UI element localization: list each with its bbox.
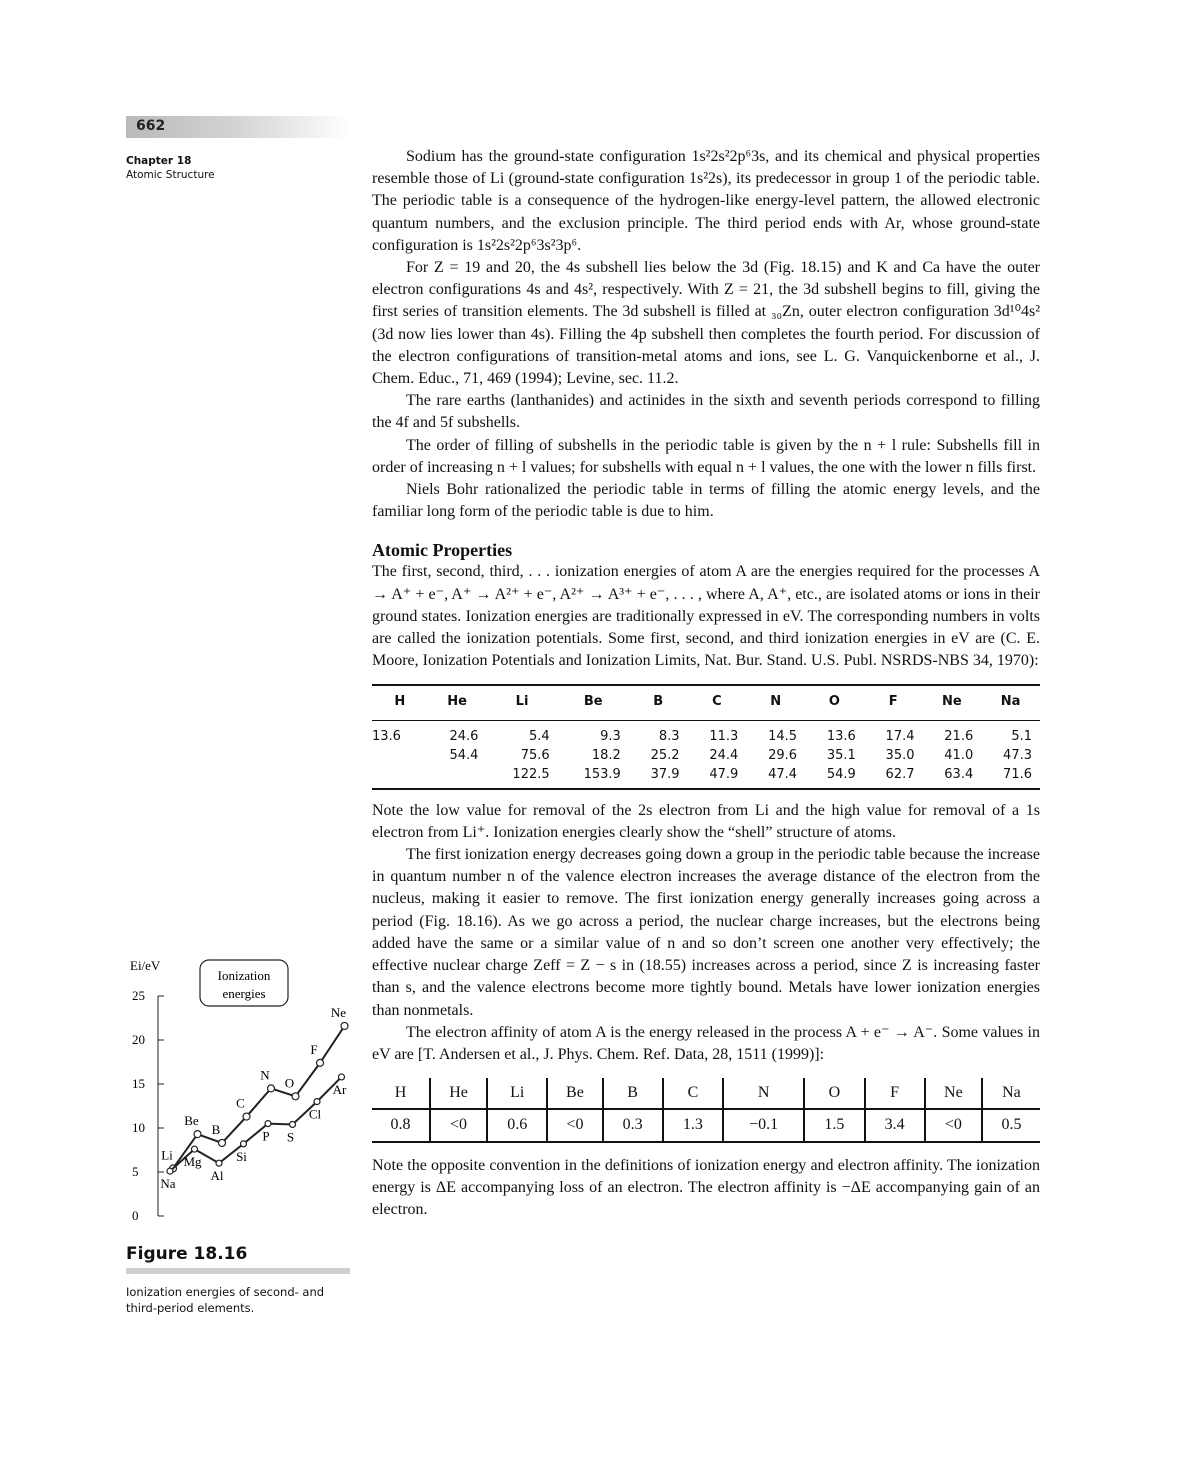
table-cell: 54.9 xyxy=(805,765,864,789)
chapter-sidebar xyxy=(126,154,215,182)
table-cell: 18.2 xyxy=(591,747,621,763)
table-cell: 5.4 xyxy=(528,728,550,744)
data-point xyxy=(243,1113,250,1120)
ion-header-f: F xyxy=(864,685,923,720)
table-cell: 8.3 xyxy=(658,728,680,744)
affinity-table-values xyxy=(372,1109,1040,1141)
table-cell: 14.5 xyxy=(768,728,798,744)
data-point xyxy=(317,1059,324,1066)
paragraph-10: Note the opposite convention in the definitions of ionization energy and electron affinity. The ionization energy is ΔE accompanying loss of an electron. The electron affinity is −ΔE accompanying gain of an electron. xyxy=(372,1156,1040,1218)
data-point xyxy=(290,1121,296,1127)
ea-header-c: C xyxy=(663,1078,723,1109)
data-point xyxy=(219,1139,226,1146)
table-cell: 153.9 xyxy=(558,765,629,789)
paragraph-8: The first ionization energy decreases going down a group in the periodic table because the increase in quantum number n of the valence electron increases the average distance of the electron from the nucleus, making it easier to remove. The first ionization energy generally increases going across a period (Fig. 18.16). As we go across a period, the nuclear charge increases, but the electrons being added have the same or a similar value of n and so don’t screen one another very effectively; the effective nuclear charge Zeff = Z − s in (18.55) increases across a period, since Z is increasing faster than s, and the valence electrons become more tightly bound. Metals have lower ionization energies than nonmetals. xyxy=(372,846,1040,1019)
ea-value: −0.1 xyxy=(723,1109,804,1141)
ea-value: 1.3 xyxy=(663,1109,723,1141)
section-heading: Atomic Properties xyxy=(372,540,513,561)
ea-value: <0 xyxy=(925,1109,982,1141)
point-label: Ar xyxy=(332,1081,347,1097)
table-cell: 37.9 xyxy=(629,765,688,789)
table-cell: 29.6 xyxy=(768,747,798,763)
point-label: Al xyxy=(210,1168,224,1184)
page-number-bar xyxy=(126,116,350,138)
table-cell: 21.6 xyxy=(944,728,974,744)
data-point xyxy=(216,1160,222,1166)
legend-line-1: Ionization xyxy=(217,968,271,983)
point-label: N xyxy=(260,1067,270,1083)
data-point xyxy=(292,1093,299,1100)
ea-header-ne: Ne xyxy=(925,1078,982,1109)
ea-header-li: Li xyxy=(487,1078,547,1109)
paragraph-9: The electron affinity of atom A is the energy released in the process A + e⁻ → A⁻. Some values in eV are [T. Andersen et al., J. Phys. Chem. Ref. Data, 28, 1511 (1999)]: xyxy=(372,1023,1040,1063)
point-label: Na xyxy=(160,1176,176,1192)
table-cell: 47.4 xyxy=(746,765,805,789)
y-tick-label: 15 xyxy=(132,1076,145,1091)
ea-value: <0 xyxy=(547,1109,602,1141)
paragraph-7: Note the low value for removal of the 2s electron from Li and the high value for removal of a 1s electron from Li⁺. Ionization energies clearly show the “shell” structure of atoms. xyxy=(372,801,1040,841)
ionization-energy-chart xyxy=(118,948,358,1238)
paragraph-4: The order of filling of subshells in the periodic table is given by the n + l rule: Subshells fill in order of increasing n + l values; for subshells with equal n + l values, the one with the lower n fills first. xyxy=(372,436,1040,476)
chart-legend-box xyxy=(200,960,288,1006)
data-point xyxy=(194,1131,201,1138)
table-cell: 24.6 xyxy=(449,728,479,744)
paragraph-2: For Z = 19 and 20, the 4s subshell lies below the 3d (Fig. 18.15) and K and Ca have the outer electron configurations 4s and 4s², respectively. With Z = 21, the 3d subshell begins to fill, giving the first series of transition elements. The 3d subshell is filled at ₃₀Zn, outer electron configuration 3d¹⁰4s² (3d now lies lower than 4s). Filling the 4p subshell then completes the fourth period. For discussion of the electron configurations of transition-metal atoms and ions, see L. G. Vanquickenborne et al., J. Chem. Educ., 71, 469 (1994); Levine, sec. 11.2. xyxy=(372,259,1040,388)
data-point xyxy=(241,1141,247,1147)
table-cell: 9.3 xyxy=(600,728,621,744)
point-label: S xyxy=(286,1129,295,1145)
ion-header-b: B xyxy=(629,685,688,720)
paragraph-6: The first, second, third, . . . ionization energies of atom A are the energies required for the processes A → A⁺ + e⁻, A⁺ → A²⁺ + e⁻, A²⁺ → A³⁺ + e⁻, . . . , where A, A⁺, etc., are isolated atoms or ions in their ground states. Ionization energies are traditionally expressed in eV. The corresponding numbers in volts are called the ionization potentials. Some first, second, and third ionization energies in eV are (C. E. Moore, Ionization Potentials and Ionization Limits, Nat. Bur. Stand. U.S. Publ. NSRDS-NBS 34, 1970): xyxy=(372,563,1040,670)
point-label: P xyxy=(262,1128,270,1144)
ea-header-h: H xyxy=(372,1078,430,1109)
paragraph-3: The rare earths (lanthanides) and actinides in the sixth and seventh periods correspond to filling the 4f and 5f subshells. xyxy=(372,392,1040,432)
table-cell: 47.3 xyxy=(1003,747,1032,763)
data-point xyxy=(339,1074,345,1080)
ionization-energy-table xyxy=(372,684,1040,789)
ion-header-ne: Ne xyxy=(923,685,982,720)
point-label: Mg xyxy=(183,1154,202,1170)
series-line xyxy=(173,1026,345,1169)
table-cell: 63.4 xyxy=(923,765,982,789)
table-cell xyxy=(372,765,428,789)
table-row xyxy=(372,746,1040,765)
data-point xyxy=(268,1085,275,1092)
table-cell: 41.0 xyxy=(944,747,974,763)
ion-header-c: C xyxy=(688,685,747,720)
ea-header-he: He xyxy=(430,1078,487,1109)
point-label: Li xyxy=(161,1147,173,1163)
y-tick-label: 0 xyxy=(132,1208,139,1223)
table-cell: 71.6 xyxy=(981,765,1040,789)
ionization-table-body xyxy=(372,720,1040,789)
data-point xyxy=(314,1099,320,1105)
y-tick-label: 25 xyxy=(132,988,145,1003)
ion-header-n: N xyxy=(746,685,805,720)
chart-ylabel: Ei/eV xyxy=(130,958,161,973)
table-cell: 35.0 xyxy=(885,747,915,763)
ea-value: 3.4 xyxy=(865,1109,925,1141)
ea-header-n: N xyxy=(723,1078,804,1109)
table-cell xyxy=(428,765,487,789)
paragraph-5: Niels Bohr rationalized the periodic table in terms of filling the atomic energy levels, and the familiar long form of the periodic table is due to him. xyxy=(372,481,1040,521)
point-label: Be xyxy=(184,1113,199,1129)
ea-value: 0.6 xyxy=(487,1109,547,1141)
table-row xyxy=(372,765,1040,789)
data-point xyxy=(167,1168,173,1174)
table-cell: 13.6 xyxy=(372,728,401,744)
ion-header-o: O xyxy=(805,685,864,720)
ion-header-he: He xyxy=(428,685,487,720)
data-point xyxy=(192,1146,198,1152)
chart-y-ticks xyxy=(132,988,164,1223)
ea-header-o: O xyxy=(804,1078,864,1109)
table-cell: 17.4 xyxy=(885,728,915,744)
ea-header-f: F xyxy=(865,1078,925,1109)
figure-label: Figure 18.16 xyxy=(126,1244,248,1264)
paragraph-1: Sodium has the ground-state configuration 1s²2s²2p⁶3s, and its chemical and physical properties resemble those of Li (ground-state configuration 1s²2s), its predecessor in group 1 of the periodic table. The periodic table is a consequence of the hydrogen-like energy-level pattern, the allowed electronic quantum numbers, and the exclusion principle. The third period ends with Ar, whose ground-state configuration is 1s²2s²2p⁶3s²3p⁶. xyxy=(372,148,1040,254)
chapter-label: Chapter 18 xyxy=(126,155,192,167)
ea-value: 0.8 xyxy=(372,1109,430,1141)
legend-line-2: energies xyxy=(222,986,266,1001)
main-text-column xyxy=(372,146,1040,1221)
y-tick-label: 20 xyxy=(132,1032,145,1047)
table-cell: 62.7 xyxy=(864,765,923,789)
ea-value: 0.5 xyxy=(982,1109,1040,1141)
point-label: Ne xyxy=(330,1004,347,1020)
figure-caption: Ionization energies of second- and third-period elements. xyxy=(126,1285,325,1315)
table-cell: 13.6 xyxy=(826,728,856,744)
table-cell: 5.1 xyxy=(1011,728,1032,744)
ea-value: 0.3 xyxy=(603,1109,663,1141)
y-tick-label: 10 xyxy=(132,1120,145,1135)
affinity-table-header xyxy=(372,1078,1040,1109)
table-cell: 25.2 xyxy=(650,747,680,763)
electron-affinity-table xyxy=(372,1078,1040,1142)
table-cell: 122.5 xyxy=(486,765,557,789)
ionization-table-header xyxy=(372,685,1040,720)
point-label: C xyxy=(236,1095,245,1111)
point-label: Si xyxy=(236,1148,247,1164)
point-label: B xyxy=(211,1121,221,1137)
chart-series xyxy=(160,1005,348,1191)
table-cell: 54.4 xyxy=(449,747,479,763)
ion-header-be: Be xyxy=(558,685,629,720)
y-tick-label: 5 xyxy=(132,1164,139,1179)
point-label: O xyxy=(284,1075,295,1091)
ion-header-li: Li xyxy=(486,685,557,720)
chapter-title: Atomic Structure xyxy=(126,169,215,181)
ion-header-h: H xyxy=(372,685,428,720)
figure-caption-rule xyxy=(126,1268,350,1274)
table-cell: 75.6 xyxy=(520,747,550,763)
table-cell: 24.4 xyxy=(709,747,739,763)
ea-header-be: Be xyxy=(547,1078,602,1109)
table-cell xyxy=(372,746,428,765)
ea-value: 1.5 xyxy=(804,1109,864,1141)
data-point xyxy=(265,1121,271,1127)
ea-header-b: B xyxy=(603,1078,663,1109)
point-label: Cl xyxy=(308,1106,322,1122)
table-cell: 35.1 xyxy=(826,747,856,763)
ea-value: <0 xyxy=(430,1109,487,1141)
ea-header-na: Na xyxy=(982,1078,1040,1109)
point-label: F xyxy=(310,1041,318,1057)
table-cell: 47.9 xyxy=(688,765,747,789)
page-number: 662 xyxy=(136,118,166,134)
table-cell: 11.3 xyxy=(709,728,739,744)
ion-header-na: Na xyxy=(981,685,1040,720)
table-row xyxy=(372,720,1040,746)
data-point xyxy=(341,1022,348,1029)
